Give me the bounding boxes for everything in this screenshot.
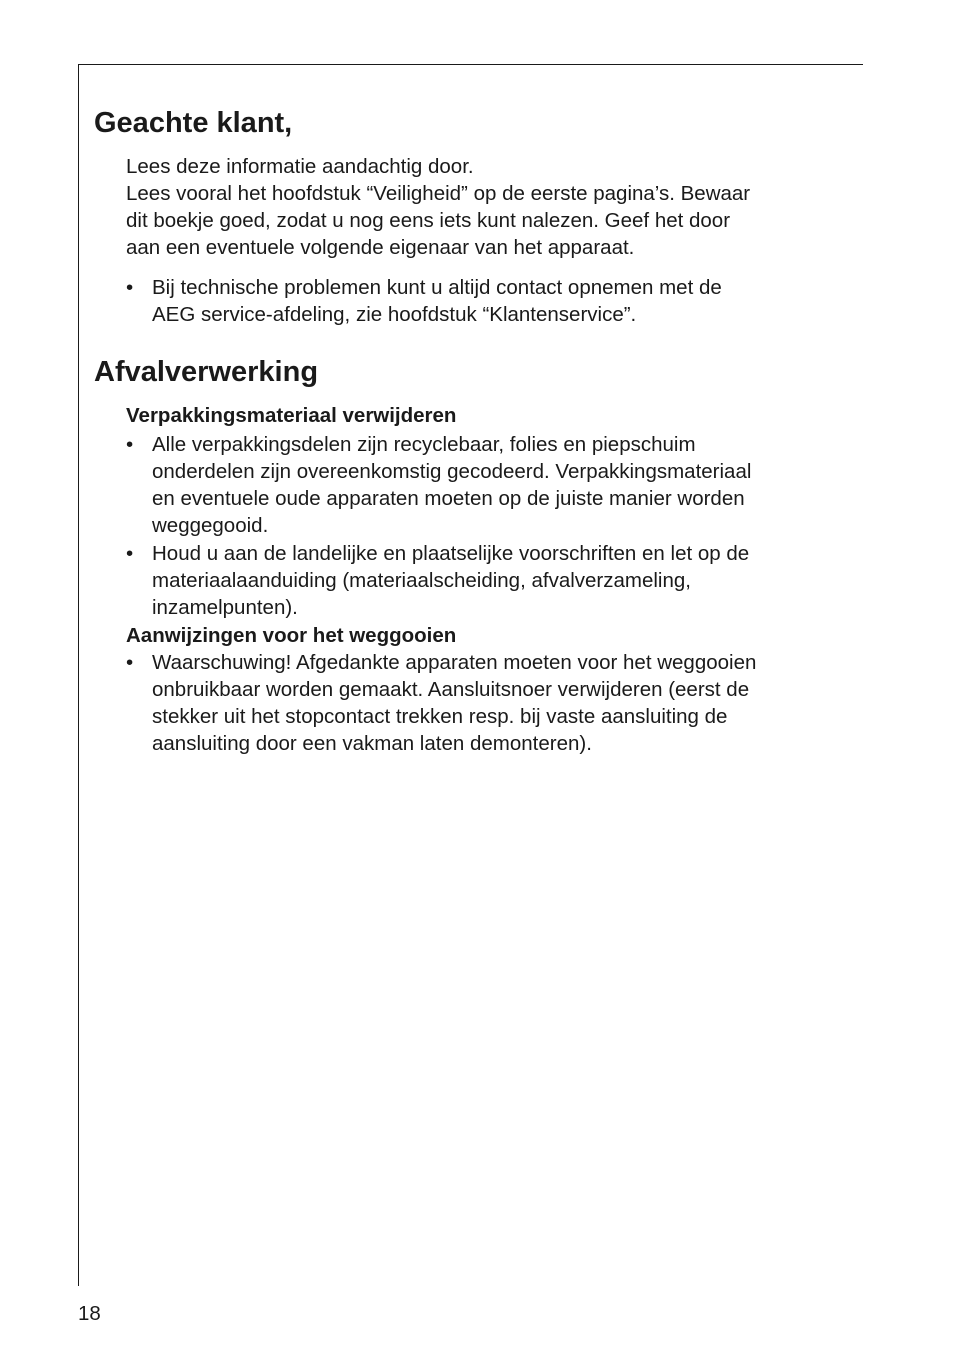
- bullet-line: stekker uit het stopcontact trekken resp. bij vaste aansluiting de: [152, 705, 728, 728]
- intro-paragraph: [126, 153, 750, 261]
- page-number: 18: [78, 1302, 101, 1325]
- bullet-line: Bij technische problemen kunt u altijd contact opnemen met de: [152, 276, 722, 299]
- left-rule: [78, 64, 79, 1286]
- heading-geachte-klant: Geachte klant,: [94, 107, 293, 139]
- bullet-symbol: •: [126, 651, 134, 674]
- bullet-line: onbruikbaar worden gemaakt. Aansluitsnoer verwijderen (eerst de: [152, 678, 750, 701]
- bullet-line: en eventuele oude apparaten moeten op de juiste manier worden: [152, 487, 745, 510]
- intro-line: Lees vooral het hoofdstuk “Veiligheid” op de eerste pagina’s. Bewaar: [126, 182, 751, 205]
- bullet-line: Waarschuwing! Afgedankte apparaten moeten voor het weggooien: [152, 651, 757, 674]
- bullet-symbol: •: [126, 542, 134, 565]
- bullet-line: weggegooid.: [152, 514, 269, 537]
- bullet-service: [152, 274, 722, 328]
- bullet-line: aansluiting door een vakman laten demonteren).: [152, 732, 592, 755]
- bullet-line: onderdelen zijn overeenkomstig gecodeerd. Verpakkingsmateriaal: [152, 460, 752, 483]
- bullet-line: materiaalaanduiding (materiaalscheiding, afvalverzameling,: [152, 569, 691, 592]
- bullet-waarschuwing: [152, 649, 756, 757]
- bullet-line: AEG service-afdeling, zie hoofdstuk “Klantenservice”.: [152, 303, 637, 326]
- bullet-symbol: •: [126, 276, 134, 299]
- intro-line: dit boekje goed, zodat u nog eens iets kunt nalezen. Geef het door: [126, 209, 731, 232]
- bullet-recyclebaar: [152, 431, 751, 539]
- intro-line: aan een eventuele volgende eigenaar van het apparaat.: [126, 236, 635, 259]
- subheading-weggooien: Aanwijzingen voor het weggooien: [126, 624, 457, 647]
- top-rule: [78, 64, 863, 65]
- bullet-line: inzamelpunten).: [152, 596, 298, 619]
- bullet-voorschriften: [152, 540, 749, 621]
- bullet-line: Houd u aan de landelijke en plaatselijke voorschriften en let op de: [152, 542, 750, 565]
- intro-line: Lees deze informatie aandachtig door.: [126, 155, 474, 178]
- heading-afvalverwerking: Afvalverwerking: [94, 356, 319, 388]
- bullet-line: Alle verpakkingsdelen zijn recyclebaar, folies en piepschuim: [152, 433, 696, 456]
- subheading-verpakkingsmateriaal: Verpakkingsmateriaal verwijderen: [126, 404, 457, 427]
- bullet-symbol: •: [126, 433, 134, 456]
